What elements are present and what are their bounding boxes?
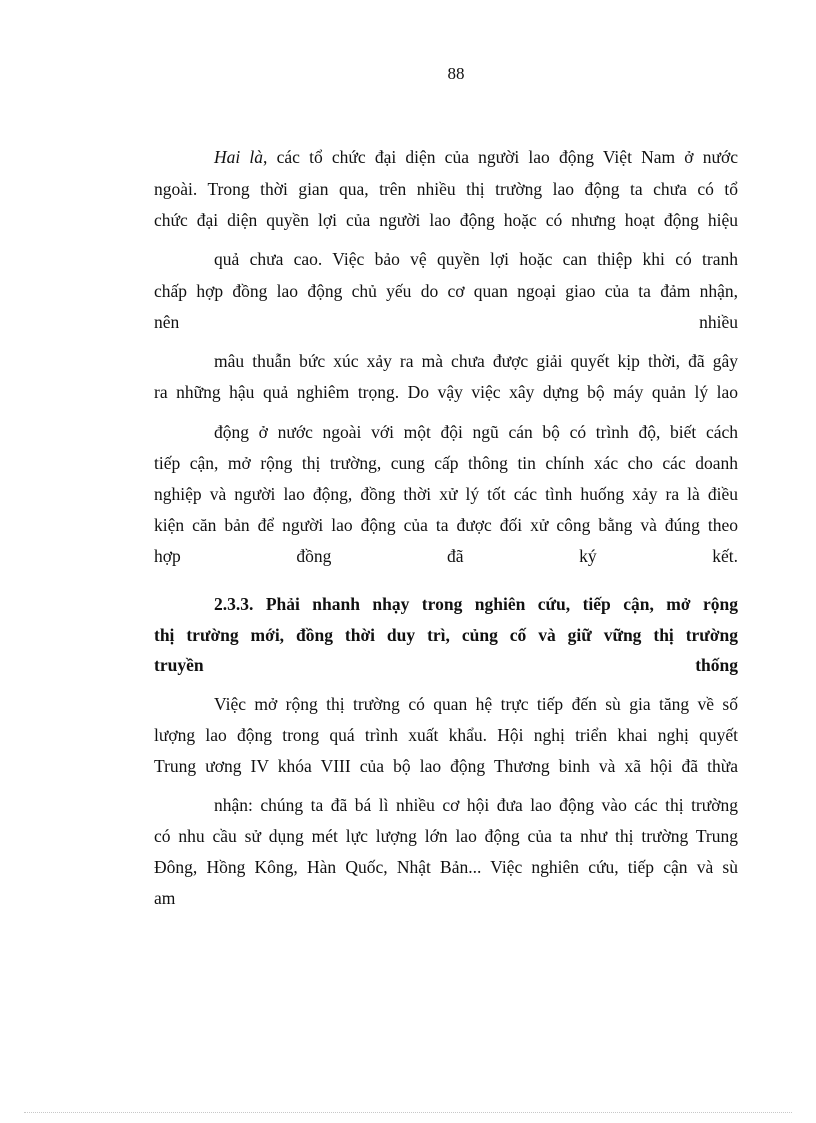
paragraph-5-line-1: Việc mở rộng thị trường có quan hệ trực tiếp đến sù gia tăng về số xyxy=(214,694,738,714)
page-bottom-rule xyxy=(24,1112,792,1113)
paragraph-5-line-2: lượng lao động trong quá trình xuất khẩu. Hội nghị triển khai nghị quyết xyxy=(154,725,738,745)
paragraph-5-line-3: Trung ương IV khóa VIII của bộ lao động Thương binh và xã hội đã thừa xyxy=(154,756,738,776)
paragraph-2-line-3-right-word: nhiều xyxy=(699,312,738,332)
paragraph-1-line-3: chức đại diện quyền lợi của người lao động hoặc có nhưng hoạt động hiệu xyxy=(154,210,738,230)
section-heading-line-3-left-word: truyền xyxy=(154,655,204,675)
paragraph-6-line-2: có nhu cầu sử dụng mét lực lượng lớn lao động của ta như thị trường Trung xyxy=(154,826,738,846)
paragraph-6-line-1: nhận: chúng ta đã bá lì nhiều cơ hội đưa lao động vào các thị trường xyxy=(214,795,738,815)
section-heading-line-2: thị trường mới, đồng thời duy trì, củng cố và giữ vững thị trường xyxy=(154,625,738,645)
paragraph-4-line-4: kiện căn bản để người lao động của ta được đối xử công bằng và đúng theo xyxy=(154,515,738,535)
page-number: 88 xyxy=(447,64,465,83)
paragraph-3-line-2: ra những hậu quả nghiêm trọng. Do vậy việc xây dựng bộ máy quản lý lao xyxy=(154,382,738,402)
paragraph-4-line-2: tiếp cận, mở rộng thị trường, cung cấp thông tin chính xác cho các doanh xyxy=(154,453,738,473)
paragraph-2-line-2: chấp hợp đồng lao động chủ yếu do cơ quan ngoại giao của ta đảm nhận, xyxy=(154,281,738,301)
paragraph-4-line-1: động ở nước ngoài với một đội ngũ cán bộ có trình độ, biết cách xyxy=(214,422,738,442)
paragraph-1-lead-italic: Hai là xyxy=(214,147,264,167)
paragraph-1-lead-rest: , các tổ chức đại diện của người lao động Việt Nam ở nước xyxy=(263,147,738,167)
paragraph-6-line-3: Đông, Hồng Kông, Hàn Quốc, Nhật Bản... Việc nghiên cứu, tiếp cận và sù xyxy=(154,857,738,877)
paragraph-4-line-5: hợp đồng đã ký kết. xyxy=(154,546,738,566)
paragraph-1-line-1 xyxy=(214,146,738,168)
paragraph-6-line-4: am xyxy=(154,888,176,908)
paragraph-2-line-3 xyxy=(154,311,738,333)
paragraph-2-line-1: quả chưa cao. Việc bảo vệ quyền lợi hoặc can thiệp khi có tranh xyxy=(214,249,738,269)
paragraph-2-line-3-left-word: nên xyxy=(154,312,180,332)
paragraph-3-line-1: mâu thuẫn bức xúc xảy ra mà chưa được giải quyết kịp thời, đã gây xyxy=(214,351,738,371)
section-heading-line-3-right-word: thống xyxy=(695,655,738,675)
paragraph-1-line-2: ngoài. Trong thời gian qua, trên nhiều thị trường lao động ta chưa có tổ xyxy=(154,179,738,199)
paragraph-4-line-3: nghiệp và người lao động, đồng thời xử lý tốt các tình huống xảy ra là điều xyxy=(154,484,738,504)
section-heading-line-1: 2.3.3. Phải nhanh nhạy trong nghiên cứu, tiếp cận, mở rộng xyxy=(214,594,738,614)
section-heading-line-3 xyxy=(154,654,738,676)
